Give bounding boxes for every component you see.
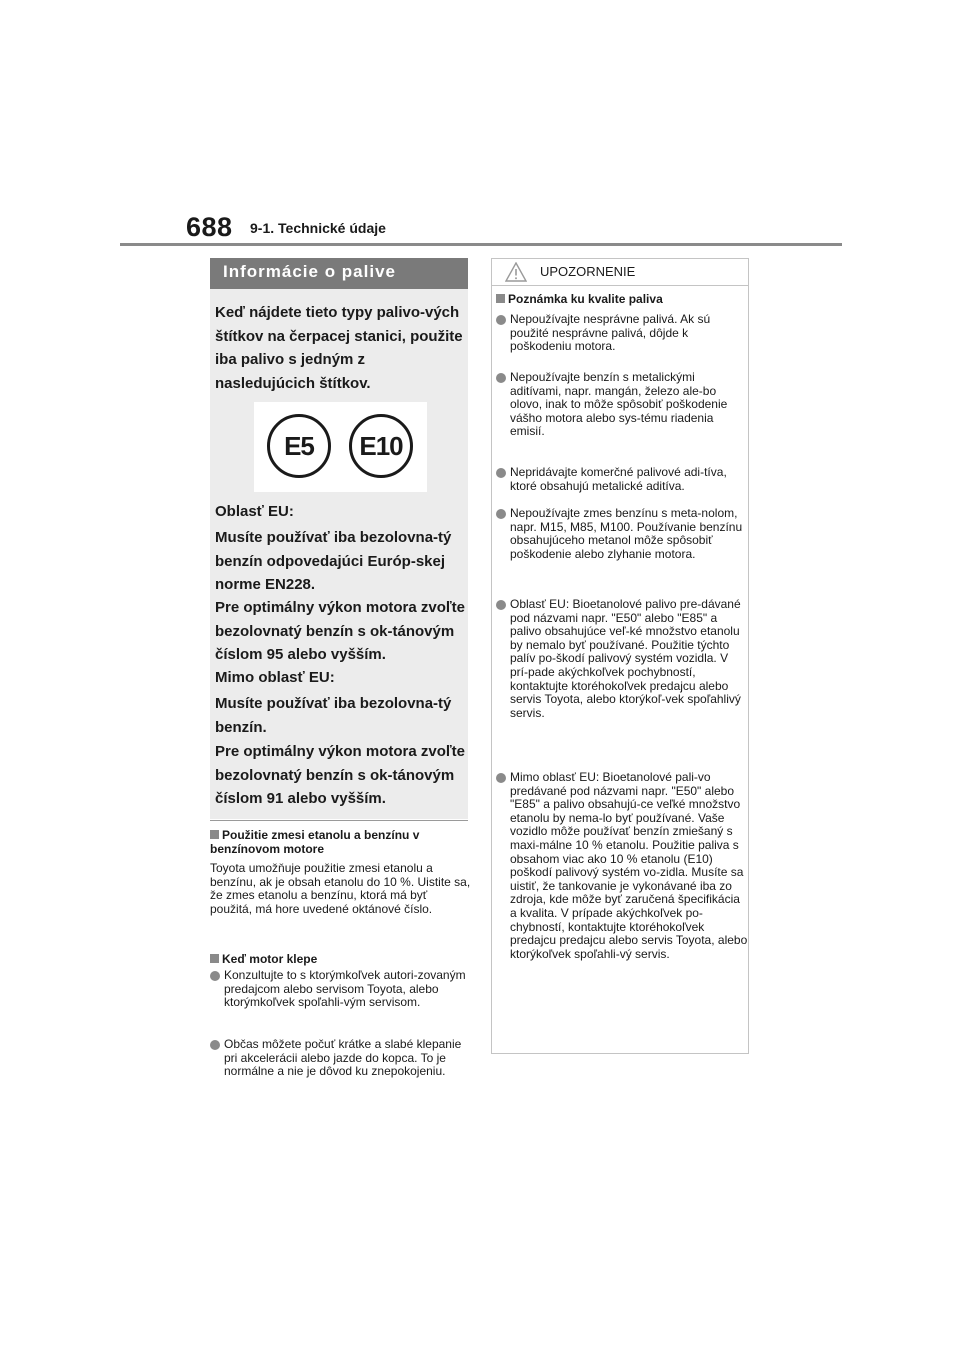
info-box-bottom-rule bbox=[210, 820, 468, 821]
fuel-label-e5: E5 bbox=[267, 414, 331, 478]
warning-triangle-icon bbox=[505, 262, 527, 282]
circle-bullet-icon bbox=[496, 600, 506, 610]
warning-bullet: Nepridávajte komerčné palivové adi-tíva, ktoré obsahujú metalické aditíva. bbox=[510, 466, 748, 493]
square-bullet-icon bbox=[496, 294, 505, 303]
knock-bullet: Občas môžete počuť krátke a slabé klepanie pri akcelerácii alebo jazde do kopca. To je normálne a nie je dôvod ku znepokojeniu. bbox=[224, 1038, 474, 1079]
non-eu-text-2: Pre optimálny výkon motora zvoľte bezolovnatý benzín s ok-tánovým číslom 91 alebo vyšším. bbox=[215, 743, 466, 807]
ethanol-text: Toyota umožňuje použitie zmesi etanolu a benzínu, ak je obsah etanolu do 10 %. Uistite sa, že zmes etanolu a benzínu, ktorá má byť použitá, má hore uvedené oktánové číslo. bbox=[210, 861, 471, 916]
ethanol-heading-text: Použitie zmesi etanolu a benzínu v benzínovom motore bbox=[210, 828, 420, 856]
warning-header-divider bbox=[491, 285, 749, 286]
circle-bullet-icon bbox=[496, 468, 506, 478]
warning-bullet: Nepoužívajte nesprávne palivá. Ak sú použité nesprávne palivá, dôjde k poškodeniu motora. bbox=[510, 313, 748, 354]
eu-title: Oblasť EU: bbox=[215, 503, 294, 520]
square-bullet-icon bbox=[210, 830, 219, 839]
fuel-label-e10: E10 bbox=[349, 414, 413, 478]
non-eu-title: Mimo oblasť EU: bbox=[215, 669, 335, 686]
circle-bullet-icon bbox=[210, 1040, 220, 1050]
warning-bullet: Mimo oblasť EU: Bioetanolové pali-vo predávané pod názvami napr. "E50" alebo "E85" a palivo obsahujú-ce veľké množstvo etanolu by nema-lo byť používané. Vaše vozidlo môže používať benzín zmiešaný s maxi-málne 10 % etanolu. Použitie paliva s obsahom viac ako 10 % etanolu (E10) poškodí palivový systém vo-zidla. Musíte sa uistiť, že tankovanie je vykonávané iba zo zdroja, kde môže byť zaručená špecifikácia a kvalita. V prípade akýchkoľvek po-chybností, kontaktujte ktoréhokoľvek predajcu predajcu alebo servis Toyota, alebo ktorýkoľvek spoľahli-vý servis. bbox=[510, 771, 748, 961]
warning-heading: Poznámka ku kvalite paliva bbox=[496, 292, 663, 306]
header-divider bbox=[120, 243, 842, 246]
eu-text-1: Musíte používať iba bezolovna-tý benzín odpovedajúci Európ-skej norme EN228. bbox=[215, 529, 452, 593]
knock-heading-text: Keď motor klepe bbox=[222, 952, 318, 966]
section-title: 9-1. Technické údaje bbox=[250, 220, 386, 236]
non-eu-text-1: Musíte používať iba bezolovna-tý benzín. bbox=[215, 695, 452, 736]
square-bullet-icon bbox=[210, 954, 219, 963]
circle-bullet-icon bbox=[496, 773, 506, 783]
ethanol-heading bbox=[210, 828, 470, 856]
eu-text-2: Pre optimálny výkon motora zvoľte bezolovnatý benzín s ok-tánovým číslom 95 alebo vyšším. bbox=[215, 599, 466, 663]
warning-bullet: Oblasť EU: Bioetanolové palivo pre-dávané pod názvami napr. "E50" alebo "E85" a palivo obsahujúce veľ-ké množstvo etanolu by nemalo byť používané. Použitie týchto palív po-škodí palivový systém vozidla. V prí-pade akýchkoľvek pochybností, kontaktujte ktoréhokoľvek predajcu alebo servis Toyota, alebo ktorýkoľ-vek spoľahlivý servis. bbox=[510, 598, 748, 720]
info-intro: Keď nájdete tieto typy palivo-vých štítkov na čerpacej stanici, použite iba palivo s jedným z nasledujúcich štítkov. bbox=[215, 304, 463, 392]
knock-heading bbox=[210, 952, 470, 966]
circle-bullet-icon bbox=[496, 373, 506, 383]
info-box-title: Informácie o palive bbox=[210, 258, 468, 289]
circle-bullet-icon bbox=[210, 971, 220, 981]
circle-bullet-icon bbox=[496, 315, 506, 325]
warning-title: UPOZORNENIE bbox=[540, 264, 636, 279]
page-number: 688 bbox=[186, 212, 233, 242]
knock-bullet: Konzultujte to s ktorýmkoľvek autori-zovaným predajcom alebo servisom Toyota, alebo ktorýmkoľvek spoľahli-vým servisom. bbox=[224, 969, 474, 1010]
warning-bullet: Nepoužívajte zmes benzínu s meta-nolom, napr. M15, M85, M100. Používanie benzínu obsahujúceho metanol môže spôsobiť poškodenie alebo zlyhanie motora. bbox=[510, 507, 748, 561]
circle-bullet-icon bbox=[496, 509, 506, 519]
warning-bullet: Nepoužívajte benzín s metalickými aditívami, napr. mangán, železo ale-bo olovo, inak to môže spôsobiť poškodenie vášho motora alebo sys-tému riadenia emisií. bbox=[510, 371, 748, 439]
